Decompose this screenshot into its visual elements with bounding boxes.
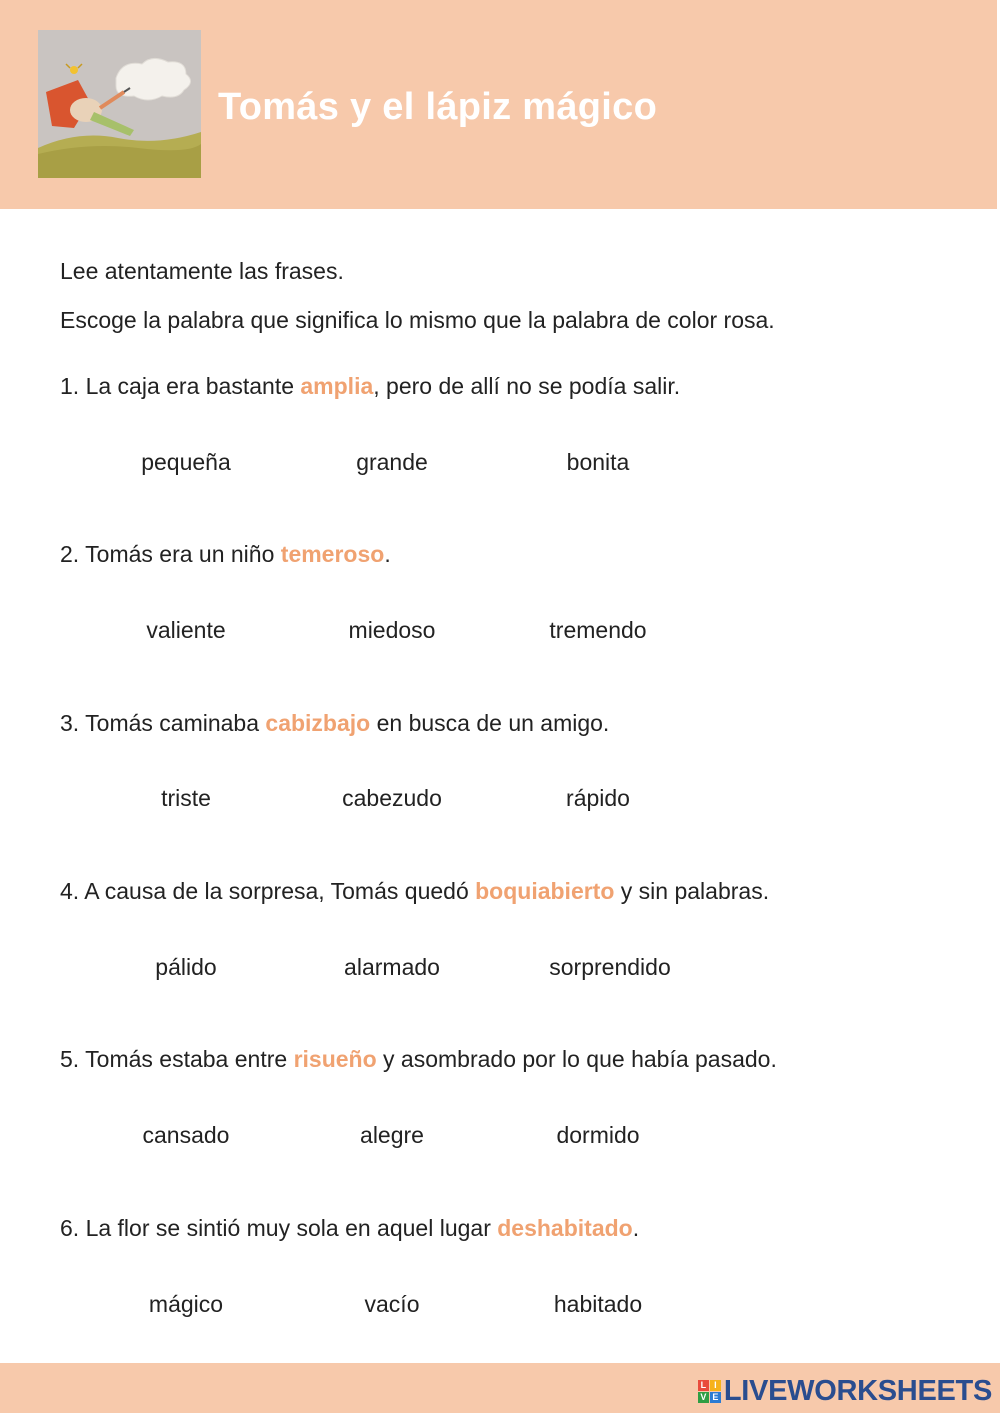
- question-5: [60, 1046, 777, 1073]
- question-text-after: en busca de un amigo.: [370, 710, 610, 736]
- boy-drawing-illustration: [38, 30, 201, 178]
- answer-option[interactable]: alegre: [360, 1122, 424, 1148]
- liveworksheets-icon: [698, 1380, 721, 1403]
- header-illustration: [38, 30, 201, 178]
- answer-option[interactable]: tremendo: [549, 617, 647, 643]
- instruction-read: Lee atentamente las frases.: [60, 258, 344, 284]
- answer-option[interactable]: pálido: [155, 954, 217, 980]
- answer-option[interactable]: triste: [161, 785, 211, 811]
- question-3: [60, 710, 609, 737]
- question-keyword: amplia: [300, 373, 374, 399]
- answer-option[interactable]: alarmado: [344, 954, 440, 980]
- answer-option[interactable]: grande: [356, 449, 428, 475]
- question-text-after: y asombrado por lo que había pasado.: [376, 1046, 777, 1072]
- logo-letter: L: [698, 1380, 709, 1391]
- question-text-before: 6. La flor se sintió muy sola en aquel lugar: [60, 1215, 498, 1241]
- instruction-choose: Escoge la palabra que significa lo mismo que la palabra de color rosa.: [60, 307, 775, 333]
- brand-name: LIVEWORKSHEETS: [723, 1375, 992, 1407]
- question-keyword: boquiabierto: [475, 878, 615, 904]
- answer-option[interactable]: vacío: [364, 1291, 420, 1317]
- question-keyword: risueño: [293, 1046, 377, 1072]
- answer-option[interactable]: cansado: [142, 1122, 230, 1148]
- answer-option[interactable]: valiente: [146, 617, 226, 643]
- question-text-after: .: [384, 541, 391, 567]
- question-4: [60, 878, 769, 905]
- page-title: Tomás y el lápiz mágico: [218, 86, 658, 128]
- answer-option[interactable]: habitado: [553, 1291, 643, 1317]
- question-text-after: , pero de allí no se podía salir.: [373, 373, 681, 399]
- answer-option[interactable]: cabezudo: [342, 785, 442, 811]
- logo-letter: E: [710, 1392, 721, 1403]
- question-text-before: 2. Tomás era un niño: [60, 541, 281, 567]
- question-keyword: cabizbajo: [265, 710, 371, 736]
- question-1: [60, 373, 680, 400]
- question-keyword: deshabitado: [497, 1215, 633, 1241]
- liveworksheets-logo[interactable]: [698, 1376, 992, 1406]
- question-text-before: 4. A causa de la sorpresa, Tomás quedó: [60, 878, 476, 904]
- question-6: [60, 1215, 639, 1242]
- answer-option[interactable]: mágico: [148, 1291, 224, 1317]
- logo-letter: I: [710, 1380, 721, 1391]
- logo-letter: V: [698, 1392, 709, 1403]
- question-text-before: 3. Tomás caminaba: [60, 710, 266, 736]
- question-text-after: y sin palabras.: [614, 878, 770, 904]
- answer-option[interactable]: sorprendido: [549, 954, 671, 980]
- answer-option[interactable]: rápido: [566, 785, 630, 811]
- answer-option[interactable]: miedoso: [348, 617, 436, 643]
- question-keyword: temeroso: [280, 541, 385, 567]
- answer-option[interactable]: bonita: [566, 449, 630, 475]
- answer-option[interactable]: pequeña: [141, 449, 231, 475]
- question-text-before: 5. Tomás estaba entre: [60, 1046, 294, 1072]
- question-text-before: 1. La caja era bastante: [60, 373, 301, 399]
- question-text-after: .: [632, 1215, 640, 1241]
- answer-option[interactable]: dormido: [556, 1122, 640, 1148]
- question-2: [60, 541, 391, 568]
- header-banner: [0, 0, 997, 209]
